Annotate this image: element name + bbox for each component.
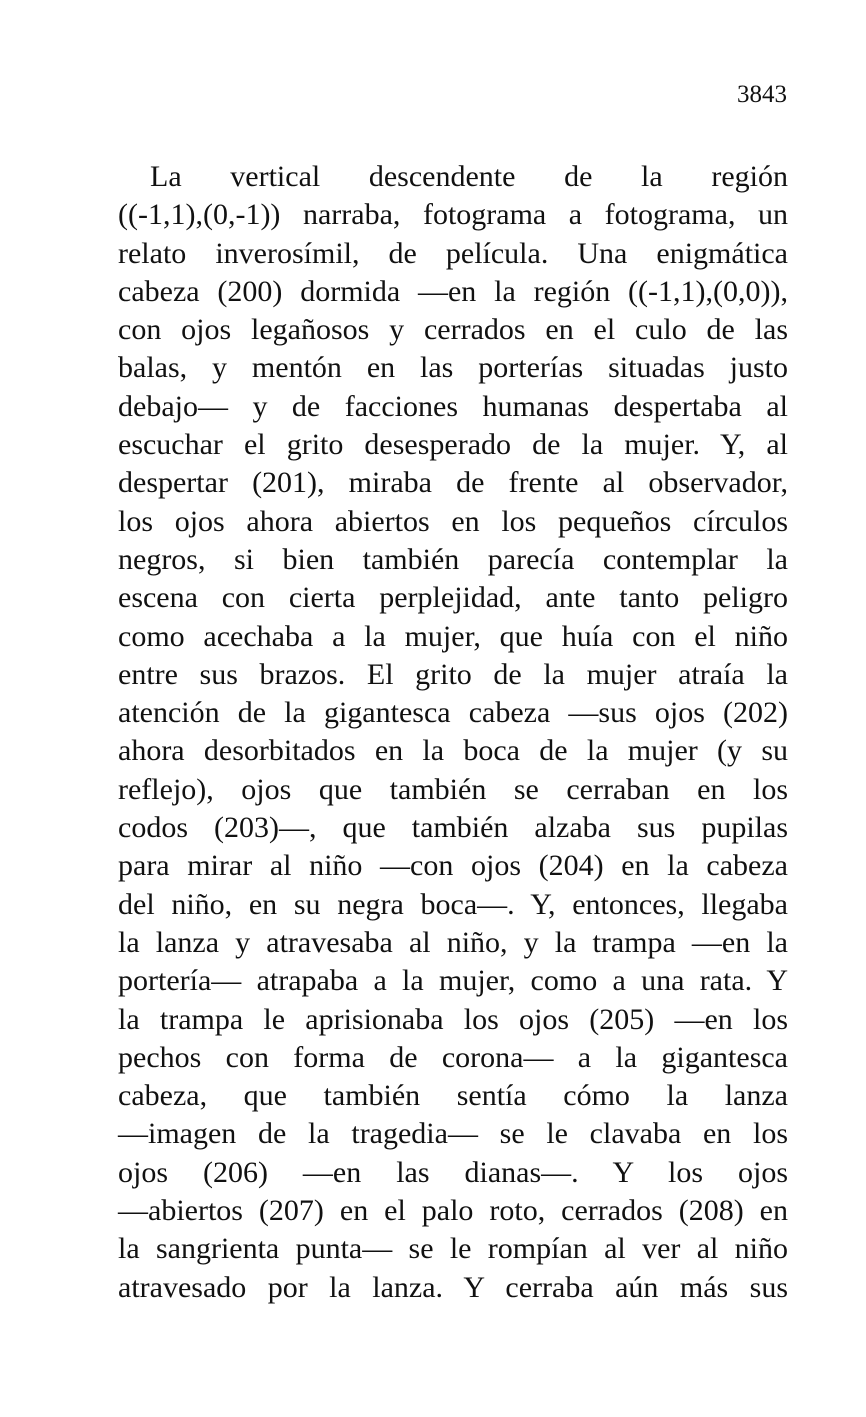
- text-line: para mirar al niño —con ojos (204) en la cabeza: [118, 849, 788, 883]
- text-line: como acechaba a la mujer, que huía con el niño: [118, 619, 788, 653]
- text-line: —imagen de la tragedia— se le clavaba en los: [118, 1117, 788, 1151]
- text-line: entre sus brazos. El grito de la mujer atraía la: [118, 657, 788, 691]
- text-line: La vertical descendente de la región: [150, 160, 788, 193]
- text-line: debajo— y de facciones humanas despertaba al: [118, 389, 788, 423]
- text-line: atención de la gigantesca cabeza —sus ojos (202): [118, 696, 788, 730]
- text-line: la trampa le aprisionaba los ojos (205) —en los: [118, 1002, 788, 1036]
- text-line: cabeza (200) dormida —en la región ((-1,1),(0,0)),: [118, 274, 788, 308]
- text-line: ((-1,1),(0,-1)) narraba, fotograma a fotograma, un: [118, 198, 788, 232]
- text-line: la sangrienta punta— se le rompían al ver al niño: [118, 1232, 788, 1266]
- text-line: del niño, en su negra boca—. Y, entonces, llegaba: [118, 887, 788, 921]
- text-line: codos (203)—, que también alzaba sus pupilas: [118, 811, 788, 845]
- text-line: ahora desorbitados en la boca de la mujer (y su: [118, 734, 788, 768]
- text-line: portería— atrapaba a la mujer, como a una rata. Y: [118, 964, 788, 998]
- text-line: cabeza, que también sentía cómo la lanza: [118, 1079, 788, 1113]
- page-number: 3843: [737, 81, 787, 108]
- text-line: ojos (206) —en las dianas—. Y los ojos: [118, 1155, 788, 1189]
- text-line: escena con cierta perplejidad, ante tanto peligro: [118, 581, 788, 615]
- text-line: pechos con forma de corona— a la gigantesca: [118, 1040, 788, 1074]
- text-line: relato inverosímil, de película. Una enigmática: [118, 236, 788, 270]
- text-line: escuchar el grito desesperado de la mujer. Y, al: [118, 428, 788, 462]
- body-paragraph: [118, 158, 788, 1307]
- text-line: —abiertos (207) en el palo roto, cerrados (208) en: [118, 1194, 788, 1228]
- text-line: los ojos ahora abiertos en los pequeños círculos: [118, 504, 788, 538]
- text-line: despertar (201), miraba de frente al observador,: [118, 466, 788, 500]
- text-line: atravesado por la lanza. Y cerraba aún más sus: [118, 1270, 788, 1304]
- text-line: negros, si bien también parecía contemplar la: [118, 542, 788, 576]
- text-line: con ojos legañosos y cerrados en el culo de las: [118, 313, 788, 347]
- text-line: balas, y mentón en las porterías situadas justo: [118, 351, 788, 385]
- text-line: reflejo), ojos que también se cerraban en los: [118, 772, 788, 806]
- text-line: la lanza y atravesaba al niño, y la trampa —en la: [118, 925, 788, 959]
